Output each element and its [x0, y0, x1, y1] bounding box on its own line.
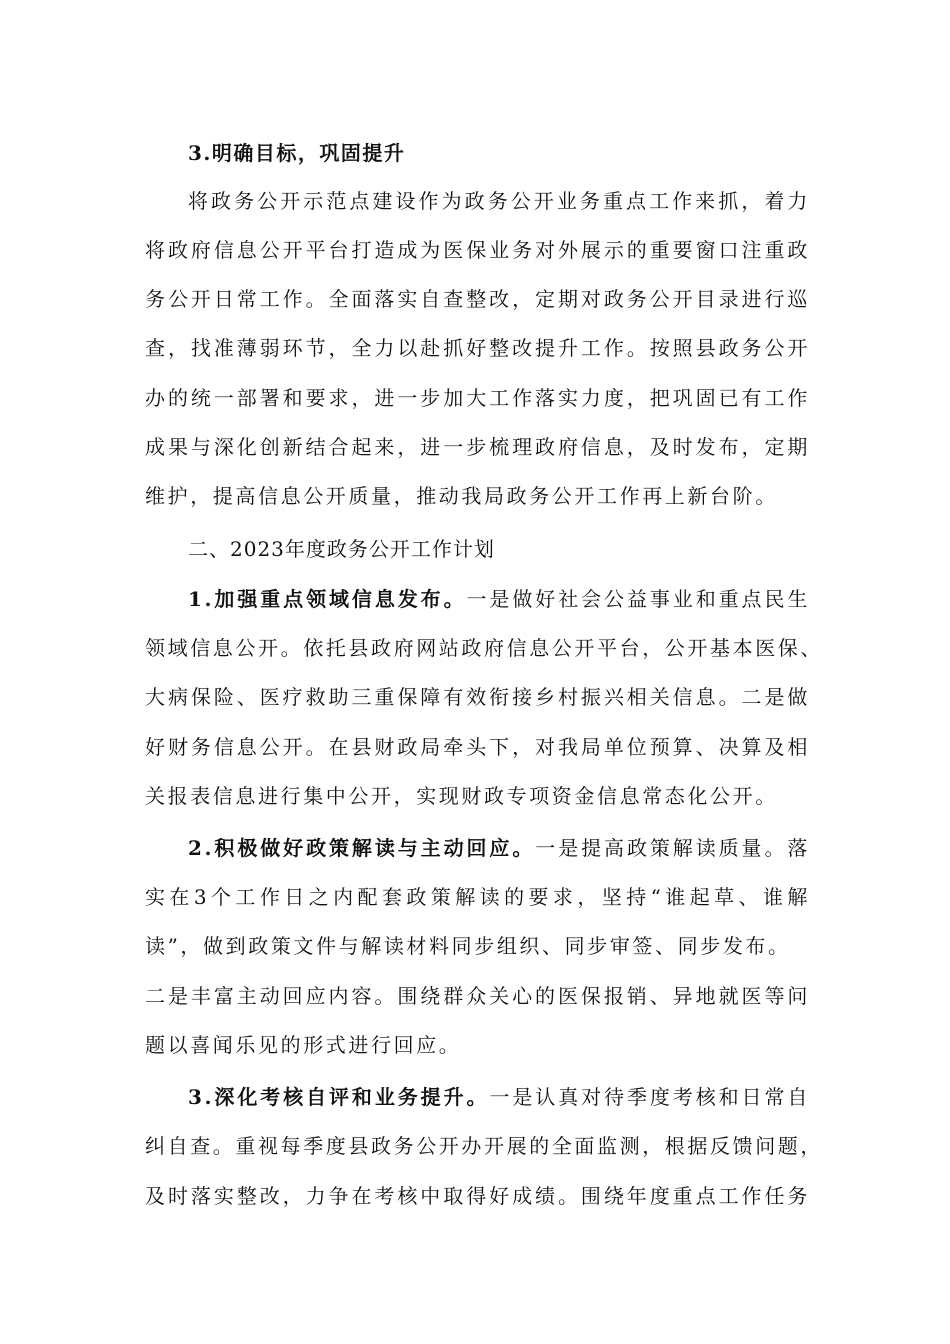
item-title: 2.积极做好政策解读与主动回应。: [188, 836, 536, 860]
paragraph-line: 领域信息公开。依托县政府网站政府信息公开平台，公开基本医保、: [145, 636, 823, 660]
paragraph-line: 题以喜闻乐见的形式进行回应。: [145, 1033, 462, 1057]
item-text: 一是认真对待季度考核和日常自: [489, 1085, 810, 1109]
paragraph-line: 读”，做到政策文件与解读材料同步组织、同步审签、同步发布。: [145, 934, 791, 958]
paragraph-line: 将政府信息公开平台打造成为医保业务对外展示的重要窗口注重政: [145, 238, 810, 262]
paragraph-line: 大病保险、医疗救助三重保障有效衔接乡村振兴相关信息。二是做: [145, 685, 810, 709]
section-2-title: 二、2023年度政务公开工作计划: [188, 537, 495, 561]
paragraph-line: 维护，提高信息公开质量，推动我局政务公开工作再上新台阶。: [145, 484, 778, 508]
paragraph-line: 查，找准薄弱环节，全力以赴抓好整改提升工作。按照县政务公开: [145, 336, 810, 360]
paragraph-line: 实在3个工作日之内配套政策解读的要求，坚持“谁起草、谁解: [145, 885, 810, 909]
item-first-line: [188, 586, 810, 612]
paragraph-line: 纠自查。重视每季度县政务公开办开展的全面监测，根据反馈问题，: [145, 1134, 823, 1158]
heading-3: 3.明确目标，巩固提升: [188, 141, 406, 165]
item-title: 3.深化考核自评和业务提升。: [188, 1085, 490, 1109]
paragraph-line: 将政务公开示范点建设作为政务公开业务重点工作来抓，着力: [188, 189, 810, 213]
paragraph-line: 成果与深化创新结合起来，进一步梳理政府信息，及时发布，定期: [145, 435, 810, 459]
item-first-line: [188, 835, 810, 861]
item-text: 一是做好社会公益事业和重点民生: [466, 587, 810, 611]
paragraph-line: 务公开日常工作。全面落实自查整改，定期对政务公开目录进行巡: [145, 287, 810, 311]
paragraph-line: 二是丰富主动回应内容。围绕群众关心的医保报销、异地就医等问: [145, 984, 810, 1008]
paragraph-line: 关报表信息进行集中公开，实现财政专项资金信息常态化公开。: [145, 784, 778, 808]
paragraph-line: 好财务信息公开。在县财政局牵头下，对我局单位预算、决算及相: [145, 735, 810, 759]
item-title: 1.加强重点领域信息发布。: [188, 587, 467, 611]
paragraph-line: 办的统一部署和要求，进一步加大工作落实力度，把巩固已有工作: [145, 386, 810, 410]
paragraph-line: 及时落实整改，力争在考核中取得好成绩。围绕年度重点工作任务: [145, 1184, 810, 1208]
item-first-line: [188, 1084, 810, 1110]
item-text: 一是提高政策解读质量。落: [535, 836, 810, 860]
